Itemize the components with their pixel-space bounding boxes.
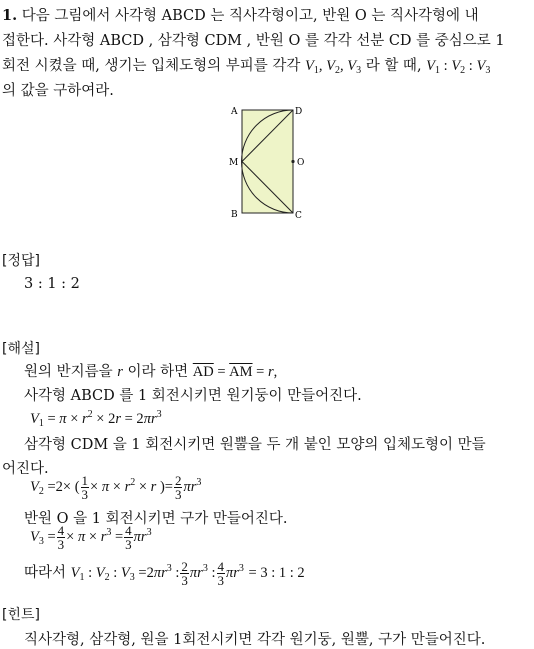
label-o: O [297, 158, 305, 168]
explanation-line-2: 사각형 ABCD 를 1 회전시키면 원기둥이 만들어진다. [24, 388, 362, 404]
problem-number: 1. [2, 7, 18, 24]
explanation-line-5: 어진다. [2, 461, 49, 477]
label-b: B [231, 210, 238, 220]
volumes-ratio: $V_1$ : $V_2$ : $V_3$ [426, 58, 491, 76]
problem-line-4 [2, 79, 114, 100]
problem-line-2 [2, 29, 505, 50]
problem-line-1 [2, 4, 479, 25]
formula-v1: $V_1 = \pi \times r^2 \times 2r = 2\pi r^3$ [30, 409, 162, 429]
center-o-dot [291, 160, 294, 163]
label-m: M [229, 158, 239, 168]
answer-header: [정답] [2, 253, 40, 269]
rectangle-abcd [242, 110, 293, 213]
volumes-list: $V_1$, $V_2$, $V_3$ [305, 58, 362, 76]
problem-text-1: 다음 그림에서 사각형 ABCD 는 직사각형이고, 반원 O 는 직사각형에 내 [21, 8, 479, 24]
problem-text-3a: 회전 시켰을 때, 생기는 입체도형의 부피를 각각 [2, 58, 301, 74]
formula-v2: $V_2 =2\times$ ( $\frac{1}{3}$ × $\pi \times r^2 \times r$ )= $\frac{2}{3}$ $\pi r^3$ [30, 473, 202, 502]
hint-header: [힌트] [2, 607, 40, 623]
label-a: A [231, 107, 238, 117]
formula-v3: $V_3$ = $\frac{4}{3}$ × $\pi \times r^3$ = $\frac{4}{3}$ $\pi r^3$ [30, 523, 152, 552]
label-c: C [295, 211, 302, 221]
hint-text: 직사각형, 삼각형, 원을 1회전시키면 각각 원기둥, 원뿔, 구가 만들어진다. [24, 632, 486, 648]
problem-line-3 [2, 54, 490, 76]
explanation-line-7: 반원 O 을 1 회전시키면 구가 만들어진다. [24, 511, 288, 527]
explanation-line-9: 따라서 $V_1$ : $V_2$ : $V_3 =2\pi r^3$ : $\frac{2}{3}$ $\pi r^3$ : $\frac{4}{3}$ $\pi r^3 = 3$ : 1 : 2 [24, 559, 305, 588]
label-d: D [295, 107, 303, 117]
problem-text-4: 의 값을 구하여라. [2, 83, 114, 99]
problem-text-3b: 라 할 때, [365, 58, 422, 74]
geometry-figure [228, 102, 308, 222]
problem-text-2: 접한다. 사각형 ABCD , 삼각형 CDM , 반원 O 를 각각 선분 CD 를 중심으로 1 [2, 33, 505, 49]
explanation-header: [해설] [2, 341, 40, 357]
answer-value: 3 : 1 : 2 [24, 276, 80, 292]
explanation-line-1: 원의 반지름을 r 이라 하면 $\overline{AD} = \overline{AM} = r$, [24, 364, 278, 380]
explanation-line-4: 삼각형 CDM 을 1 회전시키면 원뿔을 두 개 붙인 모양의 입체도형이 만들 [24, 437, 486, 453]
